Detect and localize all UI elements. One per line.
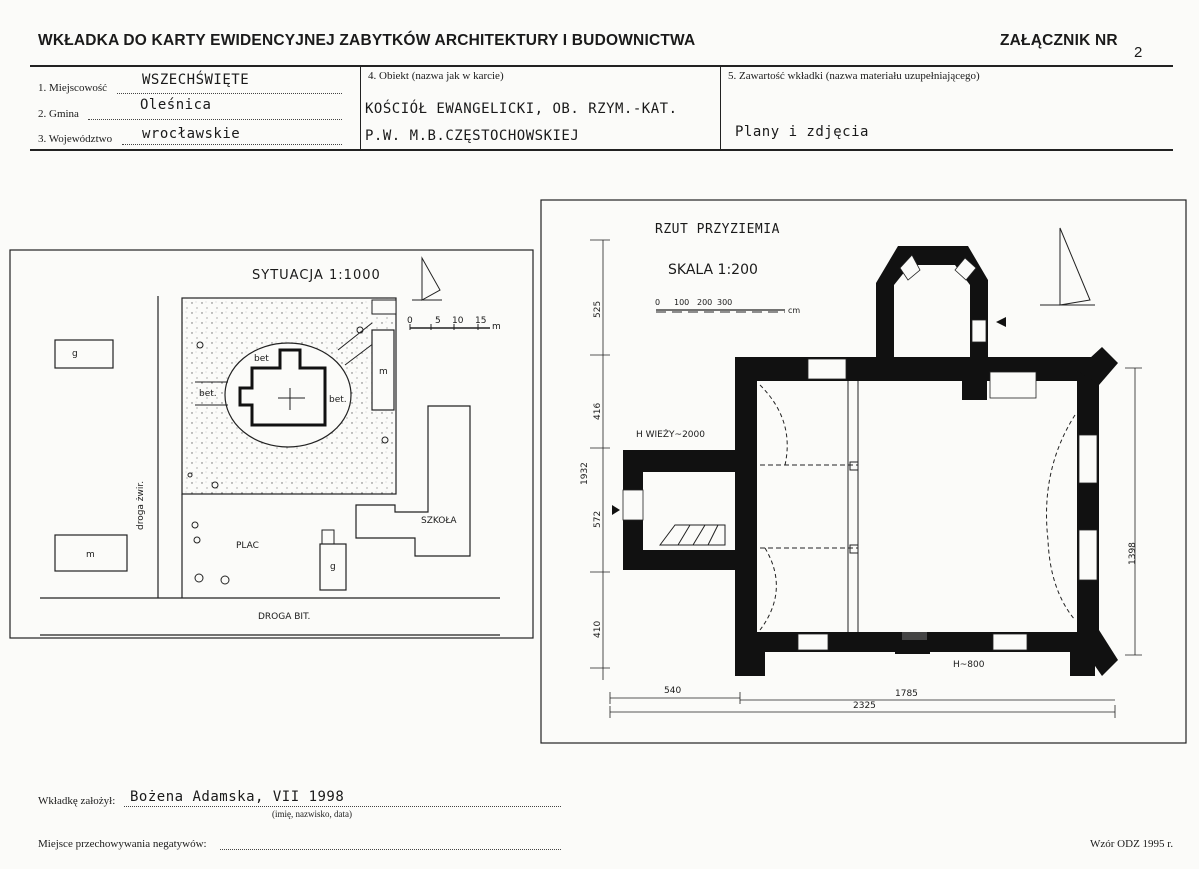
commune-dots (88, 119, 342, 120)
site-scale-unit: m (492, 322, 501, 332)
locality-dots (117, 93, 342, 94)
floor-scale-tick-0: 0 (655, 298, 661, 307)
negatives-label: Miejsce przechowywania negatywów: (38, 838, 207, 850)
dim-right: 1398 (1128, 542, 1138, 565)
dim-left-total: 1932 (580, 462, 590, 485)
floor-scale-tick-200: 200 (697, 298, 713, 307)
dim-bottom-2: 1785 (895, 689, 918, 699)
contents-label: 5. Zawartość wkładki (nazwa materiału uzupełniającego) (728, 70, 980, 82)
label-garage-small: g (330, 562, 336, 572)
label-garage-left: g (72, 349, 78, 359)
annex-number: 2 (1134, 44, 1143, 61)
field-divider-1 (360, 66, 361, 150)
label-house-left: m (86, 550, 95, 560)
dim-left-525: 525 (593, 300, 603, 318)
site-scale-tick-0: 0 (407, 316, 413, 326)
object-line-1: KOŚCIÓŁ EWANGELICKI, OB. RZYM.-KAT. (365, 101, 678, 117)
object-line-2: P.W. M.B.CZĘSTOCHOWSKIEJ (365, 128, 580, 144)
object-label: 4. Obiekt (nazwa jak w karcie) (368, 70, 504, 82)
site-scale-tick-15: 15 (475, 316, 487, 326)
label-square: PLAC (236, 541, 259, 551)
dim-left-572: 572 (593, 510, 603, 528)
dim-left-410: 410 (593, 620, 603, 638)
north-arrow-floor (1040, 228, 1095, 305)
created-label: Wkładkę założył: (38, 795, 116, 807)
voivodeship-value: wrocławskie (142, 126, 241, 142)
site-plan (0, 240, 540, 650)
site-plan-title: SYTUACJA 1:1000 (252, 268, 381, 283)
voivodeship-label: 3. Województwo (38, 133, 113, 145)
floor-scale-unit: cm (788, 306, 801, 315)
field-divider-2 (720, 66, 721, 150)
floor-scale-tick-300: 300 (717, 298, 733, 307)
floor-plan-scale: SKALA 1:200 (668, 262, 758, 278)
label-house-right: m (379, 367, 388, 377)
tower-height: H WIEŻY~2000 (636, 430, 705, 440)
negatives-dots (220, 849, 561, 850)
gravel-road (158, 296, 182, 598)
site-scale-tick-10: 10 (452, 316, 464, 326)
label-school: SZKOŁA (421, 516, 457, 526)
fields-bottom-rule (30, 149, 1173, 151)
label-concrete-top: bet (254, 354, 269, 364)
label-gravel-road: droga żwir. (136, 480, 146, 530)
contents-value: Plany i zdjęcia (735, 124, 869, 140)
commune-label: 2. Gmina (38, 108, 79, 120)
floor-scale-tick-100: 100 (674, 298, 690, 307)
created-dots (124, 806, 561, 807)
site-scale-tick-5: 5 (435, 316, 441, 326)
dim-left-416: 416 (593, 402, 603, 420)
floor-plan-title: RZUT PRZYZIEMIA (655, 222, 780, 237)
locality-label: 1. Miejscowość (38, 82, 108, 94)
stairs (660, 525, 725, 545)
created-value: Bożena Adamska, VII 1998 (130, 789, 345, 805)
form-label: Wzór ODZ 1995 r. (1090, 838, 1174, 850)
form-title: WKŁADKA DO KARTY EWIDENCYJNEJ ZABYTKÓW ARCHITEKTURY I BUDOWNICTWA (38, 32, 696, 49)
dim-bottom-1: 540 (664, 686, 682, 696)
floor-plan (538, 198, 1188, 746)
commune-value: Oleśnica (140, 97, 212, 113)
annex-label: ZAŁĄCZNIK NR (1000, 32, 1118, 49)
dim-bottom-total: 2325 (853, 701, 876, 711)
voivodeship-dots (122, 144, 342, 145)
created-hint: (imię, nazwisko, data) (272, 809, 352, 819)
height-label: H~800 (953, 660, 985, 670)
garage-left (55, 340, 113, 368)
locality-value: WSZECHŚWIĘTE (142, 72, 250, 88)
label-asphalt-road: DROGA BIT. (258, 612, 311, 622)
north-arrow-site (412, 258, 442, 300)
label-concrete-right: bet. (329, 395, 347, 405)
header-rule (30, 65, 1173, 67)
label-concrete-left: bet. (199, 389, 217, 399)
